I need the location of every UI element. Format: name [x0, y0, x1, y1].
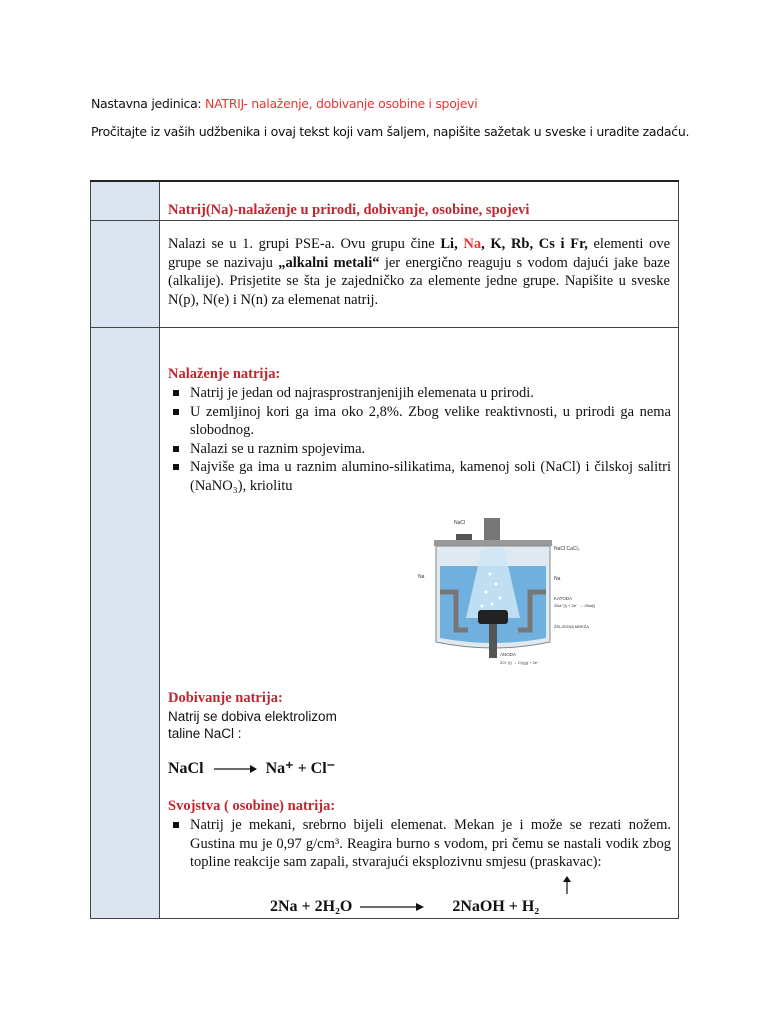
table-row	[91, 181, 679, 221]
diagram-label: NaCl CaCl₂	[554, 546, 580, 552]
water-reaction-equation	[270, 898, 539, 916]
diagram-label: 2Na⁺(l) + 2e⁻ → 2Na(l)	[554, 603, 596, 608]
table-row	[91, 328, 679, 919]
equation-products: 2NaOH + H₂	[452, 898, 540, 915]
equation-reactant: NaCl	[168, 760, 204, 777]
list-item: Natrij je mekani, srebrno bijeli elemenat. Mekan je i može se rezati nožem. Gustina mu je 0,97 g/cm³. Reagira burno s vodom, pri čemu se nastali vodik zbog topline reakcije sam zapali, stvarajući eksplozivnu smjesu (praskavac):	[168, 816, 671, 872]
arrow-right-icon	[212, 764, 258, 774]
arrow-up-icon	[562, 876, 572, 894]
diagram-label: NaCl	[454, 520, 466, 526]
row-index-cell	[91, 221, 160, 328]
row-index-cell	[91, 181, 160, 221]
list-item: U zemljinoj kori ga ima oko 2,8%. Zbog velike reaktivnosti, u prirodi ga nema slobodnog.	[168, 403, 671, 440]
obtaining-line: taline NaCl :	[168, 726, 242, 741]
diagram-label: Na	[418, 574, 425, 580]
diagram-label: ŽELJEZNA MREŽA	[554, 624, 589, 629]
list-item: Nalazi se u raznim spojevima.	[168, 440, 671, 459]
instruction-text: Pročitajte iz vaših udžbenika i ovaj tekst koji vam šaljem, napišite sažetak u sveske i uradite zadaću.	[91, 124, 690, 139]
content-table	[90, 180, 679, 919]
unit-label: Nastavna jedinica:	[91, 96, 206, 111]
list-item: Natrij je jedan od najrasprostranjenijih elemenata u prirodi.	[168, 384, 671, 403]
unit-line	[91, 96, 477, 111]
section-heading: Natrij(Na)-nalaženje u prirodi, dobivanje, osobine, spojevi	[168, 202, 530, 218]
finding-list	[168, 384, 671, 495]
row-index-cell	[91, 328, 160, 919]
diagram-label: ANODA	[500, 652, 517, 657]
properties-heading: Svojstva ( osobine) natrija:	[168, 798, 336, 814]
diagram-label: Na	[554, 576, 561, 582]
equation-reactant: 2Na + 2H₂O	[270, 898, 353, 915]
main-cell	[160, 328, 679, 919]
electrolysis-cell-diagram	[416, 514, 598, 676]
list-item: Najviše ga ima u raznim alumino-silikatima, kamenoj soli (NaCl) i čilskoj salitri (NaNO₃), kriolitu	[168, 458, 671, 495]
electrolysis-equation	[168, 758, 335, 778]
diagram-label: KATODA	[554, 596, 573, 601]
finding-heading: Nalaženje natrija:	[168, 366, 281, 382]
diagram-label: 2Cl⁻(l) → Cl₂(g) + 2e⁻	[500, 660, 540, 665]
intro-cell	[160, 221, 679, 328]
obtaining-heading: Dobivanje natrija:	[168, 690, 283, 706]
table-row	[91, 221, 679, 328]
equation-products: Na⁺ + Cl⁻	[265, 760, 336, 777]
arrow-right-icon	[358, 902, 426, 912]
title-cell	[160, 181, 679, 221]
obtaining-line: Natrij se dobiva elektrolizom	[168, 709, 337, 724]
properties-list	[168, 816, 671, 872]
intro-paragraph: Nalazi se u 1. grupi PSE-a. Ovu grupu čine Li, Na, K, Rb, Cs i Fr, elementi ove grupe se nazivaju „alkalni metali“ jer energično reaguju s vodom dajući jake baze (alkalije). Prisjetite se šta je zajedničko za elemente jedne grupe. Napišite u sveske N(p), N(e) i N(n) za elemenat natrij.	[168, 236, 670, 308]
unit-title: NATRIJ- nalaženje, dobivanje osobine i spojevi	[205, 96, 478, 111]
